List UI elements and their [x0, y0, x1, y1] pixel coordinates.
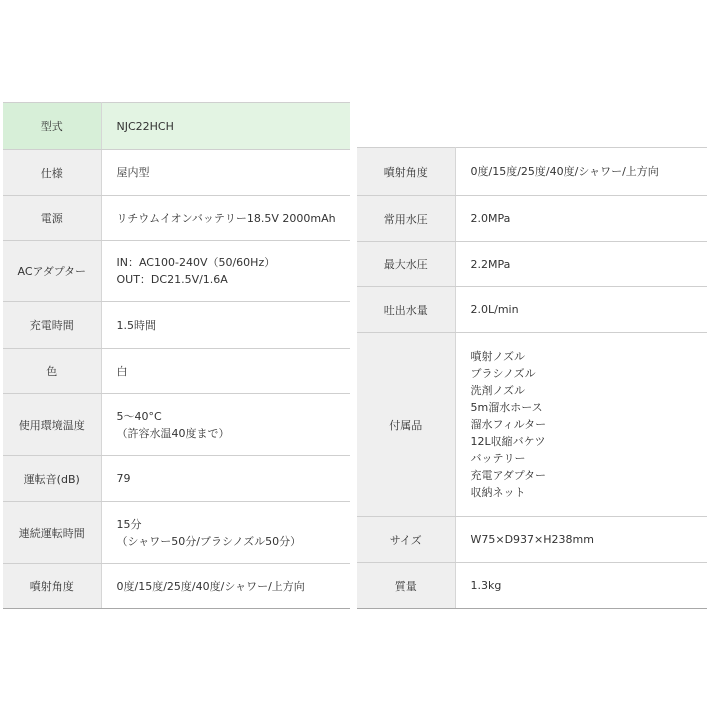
- spec-value: [101, 456, 350, 502]
- spec-value-line: 0度/15度/25度/40度/シャワー/上方向: [470, 165, 659, 178]
- spec-value-line: 0度/15度/25度/40度/シャワー/上方向: [116, 579, 305, 593]
- spec-value: [101, 394, 350, 456]
- spec-label: 噴射角度: [357, 148, 455, 196]
- spec-value-line: IN：AC100-240V（50/60Hz）: [116, 256, 276, 269]
- spec-value-line: 2.0L/min: [470, 303, 519, 316]
- spec-label: 質量: [357, 563, 455, 609]
- spec-value-line: バッテリー: [470, 452, 526, 465]
- table-row: [357, 333, 707, 517]
- spec-value-line: ブラシノズル: [470, 367, 536, 380]
- spec-value-line: リチウムイオンバッテリー18.5V 2000mAh: [116, 211, 336, 225]
- table-row: [3, 196, 350, 241]
- spec-label: 吐出水量: [357, 287, 455, 333]
- table-row: [357, 196, 707, 242]
- spec-value-line: OUT：DC21.5V/1.6A: [116, 273, 228, 286]
- table-row: [357, 517, 707, 563]
- spec-value-line: 12L収縮バケツ: [470, 435, 546, 448]
- spec-value: [101, 196, 350, 241]
- spec-label: 連続運転時間: [3, 502, 101, 564]
- table-row: [3, 241, 350, 302]
- spec-value-line: （許容水温40度まで）: [116, 426, 230, 440]
- spec-label: 型式: [3, 103, 101, 150]
- table-row: [3, 103, 350, 150]
- spec-value: [101, 502, 350, 564]
- spec-label: 使用環境温度: [3, 394, 101, 456]
- spec-value: [455, 517, 707, 563]
- spec-value: [101, 349, 350, 394]
- spec-label: 仕様: [3, 150, 101, 196]
- spec-value: [455, 148, 707, 196]
- spec-value: [101, 302, 350, 349]
- spec-label: 電源: [3, 196, 101, 241]
- spec-value-line: 2.2MPa: [470, 257, 511, 271]
- table-row: [357, 287, 707, 333]
- spec-value-line: 2.0MPa: [470, 212, 511, 225]
- spec-value: [455, 196, 707, 242]
- spec-value: [101, 103, 350, 150]
- table-row: [3, 394, 350, 456]
- spec-value-line: 79: [116, 472, 131, 485]
- table-row: [357, 563, 707, 609]
- spec-value-line: 15分: [116, 517, 142, 531]
- spec-value-line: W75×D937×H238mm: [470, 533, 594, 546]
- spec-value-line: 収納ネット: [470, 486, 526, 499]
- spec-label: 色: [3, 349, 101, 394]
- spec-value-line: 洗剤ノズル: [470, 384, 526, 397]
- spec-value: [101, 241, 350, 302]
- table-row: [3, 349, 350, 394]
- spec-value-line: 屋内型: [116, 166, 150, 179]
- spec-value-line: 溜水フィルター: [470, 418, 547, 431]
- table-row: [357, 242, 707, 287]
- spec-value-line: NJC22HCH: [116, 119, 174, 133]
- spec-value: [101, 564, 350, 609]
- spec-label: 常用水圧: [357, 196, 455, 242]
- spec-value-line: 1.3kg: [470, 579, 502, 592]
- spec-label: ACアダプター: [3, 241, 101, 302]
- spec-value-line: 白: [116, 364, 128, 378]
- spec-label: 最大水圧: [357, 242, 455, 287]
- spec-value-line: 噴射ノズル: [470, 350, 526, 363]
- spec-label: 運転音(dB): [3, 456, 101, 502]
- spec-value-line: 1.5時間: [116, 318, 156, 332]
- spec-label: 充電時間: [3, 302, 101, 349]
- table-row: [3, 564, 350, 609]
- spec-label: 付属品: [357, 333, 455, 517]
- spec-value: [455, 333, 707, 517]
- table-row: [3, 150, 350, 196]
- table-row: [3, 302, 350, 349]
- spec-value-line: 5～40°C: [116, 409, 162, 423]
- spec-label: 噴射角度: [3, 564, 101, 609]
- spec-value: [455, 242, 707, 287]
- spec-value: [101, 150, 350, 196]
- spec-value-line: 充電アダプター: [470, 469, 546, 482]
- spec-value-line: （シャワー50分/ブラシノズル50分）: [116, 534, 302, 548]
- spec-value: [455, 563, 707, 609]
- spec-label: サイズ: [357, 517, 455, 563]
- table-row: [357, 148, 707, 196]
- spec-value: [455, 287, 707, 333]
- table-row: [3, 502, 350, 564]
- spec-table-right: [357, 147, 707, 609]
- spec-value-line: 5m溜水ホース: [470, 401, 543, 414]
- spec-table-left: [3, 102, 350, 609]
- table-row: [3, 456, 350, 502]
